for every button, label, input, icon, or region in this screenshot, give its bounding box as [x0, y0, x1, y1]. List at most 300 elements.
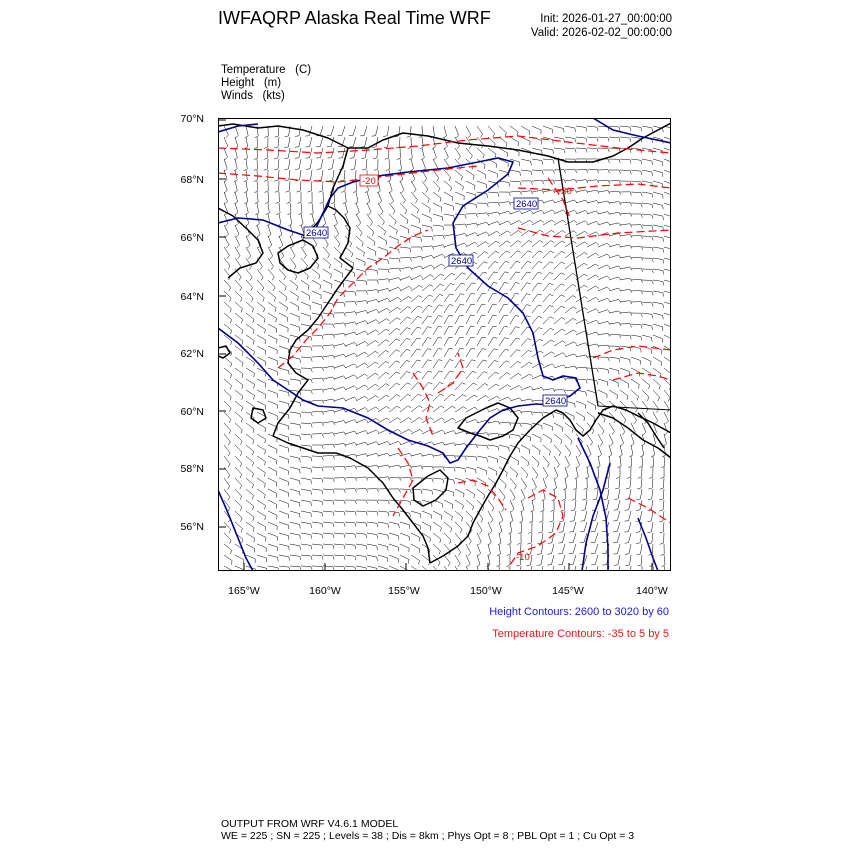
wind-barb [345, 522, 355, 523]
wind-barb [422, 466, 432, 467]
wind-barb [499, 211, 509, 214]
wind-barb-flag [526, 474, 528, 478]
wind-barb-flag [385, 158, 389, 159]
wind-barb [301, 566, 311, 567]
wind-barb [642, 379, 650, 385]
wind-barb [246, 379, 255, 384]
wind-barb [521, 230, 529, 236]
wind-barb [224, 423, 231, 431]
wind-barb-flag [285, 180, 289, 181]
wind-barb-flag [551, 439, 552, 443]
wind-barb [378, 453, 388, 456]
wind-barb [609, 445, 612, 455]
wind-barb-flag [608, 212, 610, 215]
wind-barb [653, 258, 663, 260]
wind-barb-flag [630, 267, 632, 270]
wind-barb-flag [355, 292, 356, 296]
wind-barb [598, 333, 608, 335]
wind-barb-flag [311, 347, 312, 351]
wind-barb-flag [505, 272, 509, 273]
wind-barb [389, 268, 399, 269]
wind-barb-flag [641, 279, 643, 283]
wind-barb [389, 307, 397, 313]
wind-barb-flag [527, 272, 531, 273]
wind-barb-flag [497, 554, 500, 556]
wind-barb [301, 214, 303, 224]
wind-barb [411, 555, 419, 560]
wind-barb-flag [553, 180, 555, 184]
wind-barb [246, 555, 255, 559]
wind-barb-flag [254, 351, 255, 355]
wind-barb-flag [519, 386, 522, 389]
wind-barb-flag [328, 169, 332, 170]
wind-barb-flag [604, 499, 608, 500]
wind-barb-flag [608, 310, 611, 313]
wind-barb-flag [355, 489, 357, 493]
wind-barb [389, 383, 396, 390]
wind-barb [422, 511, 431, 515]
wind-barb-flag [453, 418, 456, 421]
wind-barb-flag [253, 429, 254, 433]
wind-barb [620, 245, 630, 247]
wind-barb [246, 522, 254, 528]
wind-barb-flag [421, 454, 423, 457]
wind-barb-flag [247, 245, 250, 248]
wind-barb [653, 324, 663, 327]
wind-barb-flag [625, 543, 629, 544]
wind-barb [576, 331, 585, 335]
wind-barb-flag [648, 532, 652, 533]
wind-barb [353, 137, 356, 147]
wind-barb [565, 330, 574, 335]
wind-barb-flag [439, 360, 443, 361]
wind-barb-flag [344, 323, 346, 327]
wind-barb-flag [398, 418, 401, 420]
wind-barb-flag [559, 532, 563, 533]
wind-barb-flag [630, 160, 631, 164]
wind-barb [653, 401, 659, 409]
wind-barb [532, 500, 534, 510]
wind-barb-flag [295, 276, 297, 280]
wind-barb-flag [473, 506, 474, 510]
wind-barb [455, 478, 465, 481]
wind-barb [664, 434, 667, 444]
wind-barb-flag [561, 295, 565, 297]
wind-barb-flag [573, 296, 577, 298]
wind-barb [587, 253, 596, 258]
wind-barb [367, 341, 375, 347]
wind-barb-flag [287, 213, 291, 215]
wind-barb [444, 326, 449, 335]
wind-barb [323, 500, 333, 501]
wind-barb [565, 456, 570, 465]
wind-barb [620, 379, 629, 384]
wind-barb [422, 181, 428, 189]
wind-barb-flag [530, 374, 533, 377]
wind-barb-flag [473, 383, 477, 385]
wind-barb-flag [442, 418, 445, 420]
wind-barb [642, 170, 652, 172]
wind-barb-flag [621, 443, 624, 446]
wind-barb-flag [626, 488, 630, 489]
wind-barb [356, 408, 365, 413]
temp-contour-label: -20 [558, 186, 572, 197]
wind-barb-flag [372, 232, 374, 236]
wind-barb [455, 337, 460, 346]
wind-barb [356, 321, 365, 324]
wind-barb [290, 456, 300, 458]
wind-barb-flag [366, 291, 368, 295]
wind-barb [532, 272, 538, 280]
wind-barb [510, 261, 516, 269]
wind-barb-flag [452, 197, 453, 201]
wind-barb-flag [407, 338, 411, 339]
wind-barb [642, 225, 652, 226]
wind-barb [312, 489, 322, 490]
wind-barb [268, 555, 278, 557]
wind-barb [389, 533, 399, 536]
wind-barb-flag [228, 486, 230, 489]
wind-barb-flag [377, 557, 378, 561]
wind-barb-flag [362, 169, 366, 170]
wind-barb [289, 170, 290, 180]
wind-barb [664, 203, 671, 206]
wind-barb-flag [231, 363, 232, 367]
wind-barb [367, 236, 375, 242]
wind-barb [543, 445, 551, 452]
wind-barb-flag [597, 368, 598, 372]
wind-barb-flag [528, 532, 532, 533]
wind-barb [663, 489, 664, 499]
wind-barb-flag [659, 386, 661, 390]
wind-barb-flag [636, 543, 640, 544]
wind-barb-flag [281, 256, 284, 259]
wind-barb-flag [542, 499, 545, 501]
wind-barb-flag [230, 408, 232, 412]
wind-barb [257, 478, 265, 484]
wind-barb [444, 431, 453, 435]
wind-barb-flag [234, 202, 237, 204]
wind-barb-flag [344, 293, 345, 297]
wind-barb-flag [531, 171, 532, 175]
wind-barb [235, 291, 242, 298]
wind-barb-flag [353, 263, 354, 267]
wind-barb-flag [361, 147, 365, 148]
wind-barb [609, 266, 619, 269]
wind-barb-flag [614, 565, 618, 566]
wind-barb [543, 283, 550, 291]
wind-barb-flag [545, 476, 548, 479]
wind-barb-flag [399, 489, 401, 493]
wind-barb-flag [661, 466, 665, 468]
wind-barb [290, 522, 300, 525]
wind-barb [268, 566, 278, 568]
wind-barb [576, 379, 586, 380]
lon-label: 140°W [636, 585, 668, 597]
wind-barb-flag [401, 190, 404, 193]
wind-barb-flag [496, 384, 499, 386]
wind-barb [345, 397, 354, 401]
wind-barb-flag [594, 488, 598, 489]
wind-barb [378, 288, 388, 291]
wind-barb [543, 251, 550, 258]
wind-barb-flag [491, 520, 494, 523]
wind-barb [543, 478, 547, 487]
wind-barb [598, 191, 608, 193]
wind-barb [411, 296, 419, 302]
wind-barb-flag [441, 528, 442, 532]
wind-barb-flag [542, 171, 543, 175]
wind-barb [367, 407, 376, 412]
wind-barb-flag [636, 409, 638, 413]
wind-barb-flag [365, 385, 368, 388]
wind-barb-flag [322, 490, 323, 494]
wind-barb [235, 368, 243, 374]
wind-barb-flag [575, 180, 577, 184]
wind-barb-flag [493, 338, 497, 339]
wind-barb-flag [386, 372, 390, 374]
wind-barb [510, 467, 518, 474]
wind-barb-flag [333, 567, 334, 571]
wind-barb [378, 477, 388, 478]
wind-barb [620, 278, 630, 280]
wind-barb-flag [596, 221, 599, 224]
wind-barb-flag [350, 158, 354, 159]
wind-barb-flag [517, 350, 521, 352]
wind-barb [576, 456, 580, 465]
wind-barb [543, 200, 553, 203]
wind-barb [344, 170, 345, 180]
wind-barb [510, 221, 519, 226]
wind-barb [278, 159, 279, 169]
wind-barb-flag [403, 200, 405, 203]
wind-barb-flag [362, 243, 363, 247]
wind-barb-flag [264, 495, 265, 499]
wind-barb [620, 213, 630, 214]
wind-barb-flag [374, 169, 378, 170]
wind-barb-flag [608, 180, 610, 184]
wind-barb [499, 272, 505, 280]
wind-barb [323, 377, 333, 379]
wind-barb [345, 312, 355, 313]
wind-barb-flag [230, 309, 232, 313]
wind-barb-flag [265, 450, 266, 454]
wind-barb [301, 280, 309, 286]
wind-barb [477, 360, 483, 368]
wind-barb [477, 326, 482, 335]
wind-barb [309, 137, 312, 147]
wind-barb [664, 258, 671, 261]
wind-barb [652, 533, 653, 543]
wind-barb-flag [452, 406, 455, 408]
wind-barb [224, 390, 231, 397]
wind-barb [565, 307, 573, 313]
wind-barb-flag [307, 276, 309, 280]
wind-barb-flag [410, 513, 411, 517]
wind-barb [631, 268, 641, 269]
wind-barb-flag [488, 543, 491, 546]
wind-barb-flag [575, 149, 576, 153]
wind-barb-flag [370, 222, 372, 225]
wind-barb [334, 544, 344, 545]
wind-barb-flag [264, 158, 268, 159]
wind-barb [576, 190, 586, 192]
wind-barb [257, 335, 266, 340]
wind-barb-flag [264, 169, 268, 170]
wind-barb-flag [344, 512, 345, 516]
wind-barb [310, 159, 312, 169]
wind-barb [444, 371, 450, 379]
wind-barb-flag [630, 192, 632, 196]
wind-barb-flag [344, 387, 347, 390]
wind-barb [389, 318, 397, 324]
wind-barb [631, 126, 641, 127]
wind-barb [290, 225, 293, 235]
wind-barb-flag [540, 230, 543, 232]
wind-barb-flag [339, 158, 343, 159]
wind-barb [444, 159, 450, 167]
wind-barb [389, 159, 390, 169]
wind-barb [422, 225, 432, 227]
wind-barb [290, 566, 300, 567]
wind-barb [334, 398, 344, 401]
wind-barb-flag [276, 329, 277, 333]
wind-barb [268, 192, 269, 202]
wind-barb [551, 555, 554, 565]
wind-barb-flag [234, 169, 237, 171]
wind-barb [653, 335, 662, 339]
wind-barb [587, 401, 596, 406]
wind-barb-flag [311, 524, 312, 528]
wind-barb-flag [469, 145, 471, 148]
wind-barb [301, 247, 307, 255]
wind-barb-flag [586, 380, 587, 384]
wind-barb-flag [366, 546, 367, 550]
wind-barb [477, 396, 485, 402]
wind-barb-flag [322, 389, 324, 393]
wind-barb [499, 445, 509, 448]
wind-barb [499, 544, 500, 554]
wind-barb [378, 544, 388, 547]
wind-barb [587, 379, 597, 381]
wind-barb [652, 544, 653, 554]
wind-barb-flag [506, 251, 510, 253]
wind-barb-flag [509, 422, 511, 426]
wind-barb-flag [516, 565, 520, 566]
wind-barb-flag [388, 512, 389, 516]
wind-barb-flag [652, 280, 653, 284]
wind-barb-flag [454, 455, 456, 459]
wind-barb-flag [663, 282, 664, 286]
wind-barb [367, 373, 375, 379]
wind-barb-flag [619, 159, 620, 163]
wind-barb [422, 275, 430, 280]
wind-barb [510, 489, 515, 498]
wind-barb-flag [440, 198, 441, 202]
wind-barb-flag [460, 337, 464, 338]
wind-barb-flag [365, 363, 368, 366]
wind-barb-flag [421, 158, 424, 160]
wind-barb-flag [333, 501, 334, 505]
wind-barb-flag [574, 210, 577, 213]
wind-barb-flag [628, 384, 629, 388]
wind-barb [641, 478, 642, 488]
wind-barb-flag [229, 419, 231, 423]
wind-barb-flag [241, 529, 242, 533]
wind-barb-flag [426, 189, 428, 192]
wind-barb [356, 341, 365, 346]
wind-barb [235, 423, 242, 430]
wind-barb [664, 269, 671, 272]
wind-barb [268, 522, 277, 526]
wind-barb [620, 137, 630, 138]
wind-barb [642, 203, 652, 204]
wind-barb-flag [597, 127, 598, 131]
wind-barb-flag [228, 266, 230, 269]
wind-barb [587, 320, 596, 324]
wind-barb [620, 224, 630, 225]
wind-barb-flag [333, 556, 334, 560]
wind-barb [433, 254, 442, 258]
wind-barb [279, 346, 289, 349]
wind-barb [288, 148, 290, 158]
wind-barb-flag [505, 133, 506, 137]
wind-barb [334, 533, 344, 534]
wind-barb [521, 399, 531, 401]
wind-barb-flag [245, 213, 248, 215]
wind-barb-flag [460, 529, 462, 533]
wind-barb [378, 384, 386, 390]
wind-barb [565, 284, 573, 291]
wind-barb [355, 159, 356, 169]
wind-barb-flag [619, 455, 622, 457]
wind-barb [631, 368, 640, 373]
wind-barb-flag [230, 386, 231, 390]
wind-barb [499, 385, 508, 390]
wind-barb-flag [365, 431, 368, 434]
wind-barb [521, 500, 524, 510]
wind-barb [598, 321, 608, 324]
wind-barb [554, 210, 563, 214]
wind-barb-flag [241, 518, 243, 522]
wind-barb-flag [386, 241, 387, 245]
wind-barb [653, 214, 663, 216]
wind-barb [334, 421, 344, 424]
wind-barb [651, 500, 653, 510]
wind-barb-flag [430, 538, 431, 542]
wind-barb [367, 511, 377, 512]
wind-barb-flag [443, 226, 444, 230]
wind-barb [543, 126, 552, 129]
wind-barb [641, 544, 643, 554]
wind-barb [444, 348, 449, 357]
wind-barb [246, 313, 254, 319]
wind-barb [642, 313, 652, 314]
wind-barb-flag [479, 542, 482, 545]
wind-barb [300, 181, 301, 191]
wind-barb-flag [293, 256, 296, 259]
wind-barb [246, 412, 254, 418]
wind-barb-flag [516, 474, 517, 478]
wind-barb [224, 159, 227, 169]
wind-barb [323, 355, 333, 357]
wind-barb-flag [396, 339, 400, 341]
wind-barb [642, 302, 652, 303]
wind-barb-flag [387, 441, 390, 444]
wind-barb-flag [475, 233, 478, 236]
wind-barb-flag [269, 245, 272, 248]
wind-barb [422, 327, 428, 335]
